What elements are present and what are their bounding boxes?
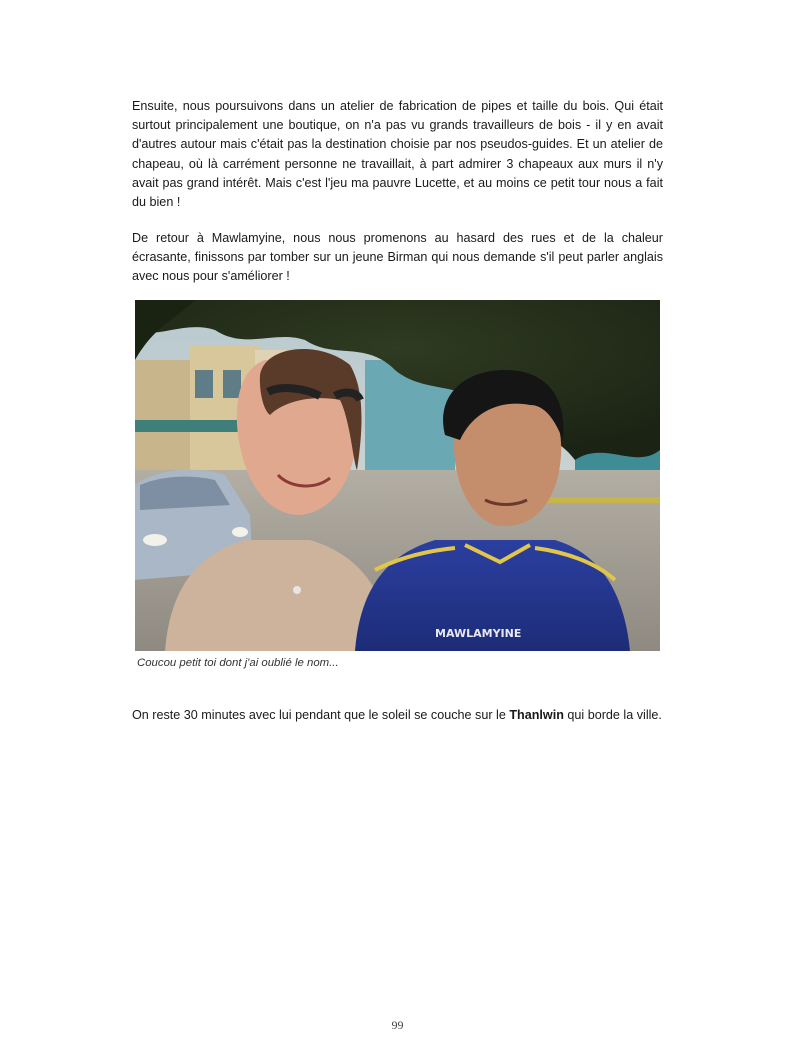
paragraph-workshop-visit: Ensuite, nous poursuivons dans un atelier de fabrication de pipes et taille du bois. Qui était surtout principalement une boutique, on n'a pas vu grands travailleurs de bois - il y en avait d'autres autour mais c'était pas la destination choisie par nos pseudos-guides. Et un atelier de chapeau, où là carrément personne ne travaillait, à part admirer 3 chapeaux aux murs il n'y avait pas grand intérêt. Mais c'est l'jeu ma pauvre Lucette, et au moins ce petit tour nous a fait du bien ! xyxy=(132,99,663,210)
paragraph-mawlamyine-walk: De retour à Mawlamyine, nous nous promenons au hasard des rues et de la chaleur écrasante, finissons par tomber sur un jeune Birman qui nous demande s'il peut parler anglais avec nous pour s'améliorer ! xyxy=(132,231,663,284)
sunset-text-before: On reste 30 minutes avec lui pendant que le soleil se couche sur le xyxy=(132,708,510,722)
river-name: Thanlwin xyxy=(509,708,564,722)
building-left xyxy=(135,360,195,470)
page-number: 99 xyxy=(391,1018,404,1032)
photo-street-portrait xyxy=(135,300,660,651)
sunset-text-after: qui borde la ville. xyxy=(563,708,662,722)
shirt-lettering: MAWLAMYINE xyxy=(435,627,522,640)
paragraph-sunset xyxy=(132,706,663,725)
photo-caption: Coucou petit toi dont j'ai oublié le nom... xyxy=(137,657,339,669)
